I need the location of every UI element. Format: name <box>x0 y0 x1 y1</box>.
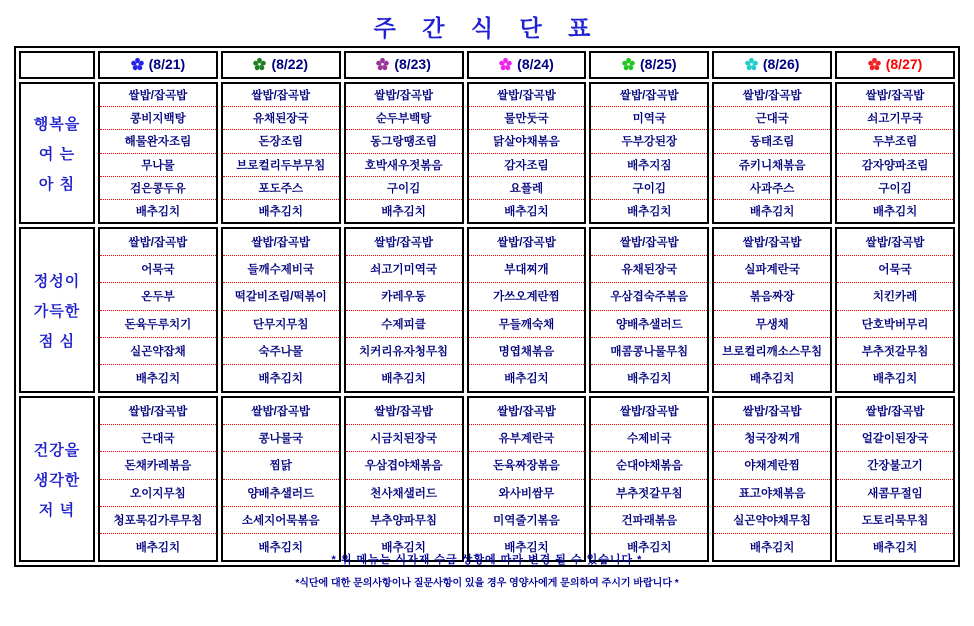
menu-item: 쌀밥/잡곡밥 <box>128 237 188 250</box>
menu-item: 쌀밥/잡곡밥 <box>497 237 556 250</box>
menu-item: 부추젓갈무침 <box>837 337 953 364</box>
menu-item: 배추지짐 <box>591 153 707 176</box>
menu-item: 간장불고기 <box>837 451 953 478</box>
menu-cell <box>835 82 955 224</box>
menu-item: 배추김치 <box>223 364 339 391</box>
day-header <box>344 51 464 79</box>
menu-item: 카레우동 <box>346 282 462 309</box>
menu-item: 사과주스 <box>714 176 830 199</box>
menu-item: 치커리유자청무침 <box>346 337 462 364</box>
section-label-line: 생각한 <box>33 471 81 489</box>
menu-item: 배추김치 <box>837 199 953 222</box>
menu-item: 숙주나물 <box>223 337 339 364</box>
menu-item: 두부조림 <box>837 129 953 152</box>
menu-item: 브로컬리깨소스무침 <box>714 337 830 364</box>
menu-item: 야채계란찜 <box>714 451 830 478</box>
day-header <box>712 51 832 79</box>
menu-item: 새콤무절임 <box>837 479 953 506</box>
menu-item: 배추김치 <box>837 533 953 560</box>
section-label-line: 건강을 <box>33 441 81 459</box>
menu-cell <box>98 396 218 562</box>
section-label-line: 가득한 <box>33 302 81 320</box>
menu-item: 배추김치 <box>100 533 216 560</box>
menu-item: 들깨수제비국 <box>223 255 339 282</box>
section-label-line: 점 심 <box>38 332 76 350</box>
menu-item: 천사채샐러드 <box>346 479 462 506</box>
menu-item: 쌀밥/잡곡밥 <box>742 237 802 250</box>
menu-item: 온두부 <box>100 282 216 309</box>
menu-item: 시금치된장국 <box>346 424 462 451</box>
menu-item: 배추김치 <box>837 364 953 391</box>
menu-item: 동태조림 <box>714 129 830 152</box>
menu-item: 부대찌개 <box>469 255 585 282</box>
day-flower-icon <box>131 58 144 74</box>
menu-cell <box>712 396 832 562</box>
menu-item: 와사비쌈무 <box>469 479 585 506</box>
menu-cell <box>98 82 218 224</box>
menu-item: 포도주스 <box>223 176 339 199</box>
menu-item: 쌀밥/잡곡밥 <box>251 237 311 250</box>
day-date-label: (8/26) <box>762 56 800 72</box>
menu-item: 쌀밥/잡곡밥 <box>742 406 802 419</box>
menu-item: 표고야채볶음 <box>714 479 830 506</box>
menu-item: 돈장조림 <box>223 129 339 152</box>
menu-item: 명엽채볶음 <box>469 337 585 364</box>
menu-item: 양배추샐러드 <box>223 479 339 506</box>
menu-item: 돈육두루치기 <box>100 310 216 337</box>
menu-item: 근대국 <box>100 424 216 451</box>
menu-item: 감자양파조림 <box>837 153 953 176</box>
menu-item: 쌀밥/잡곡밥 <box>619 237 679 250</box>
menu-item: 배추김치 <box>591 364 707 391</box>
menu-item: 쌀밥/잡곡밥 <box>374 90 433 103</box>
menu-item: 청포묵김가루무침 <box>100 506 216 533</box>
menu-item: 쌀밥/잡곡밥 <box>251 406 311 419</box>
menu-item: 건파래볶음 <box>591 506 707 533</box>
menu-item: 쌀밥/잡곡밥 <box>742 90 802 103</box>
section-label-line: 아 침 <box>38 175 76 193</box>
menu-item: 순대야채볶음 <box>591 451 707 478</box>
menu-cell <box>467 227 587 393</box>
menu-item: 배추김치 <box>591 199 707 222</box>
menu-item: 미역줄기볶음 <box>469 506 585 533</box>
section-label-line: 저 녁 <box>38 501 76 519</box>
day-header <box>221 51 341 79</box>
menu-item: 쌀밥/잡곡밥 <box>374 237 433 250</box>
menu-item: 두부강된장 <box>591 129 707 152</box>
menu-item: 구이김 <box>591 176 707 199</box>
menu-item: 실곤약잡채 <box>100 337 216 364</box>
menu-table-body <box>19 51 955 562</box>
menu-item: 순두부백탕 <box>346 106 462 129</box>
menu-item: 청국장찌개 <box>714 424 830 451</box>
menu-item: 검은콩두유 <box>100 176 216 199</box>
menu-item: 배추김치 <box>346 199 462 222</box>
menu-item: 배추김치 <box>469 364 585 391</box>
menu-item: 단호박버무리 <box>837 310 953 337</box>
day-flower-icon <box>868 58 881 74</box>
menu-item: 닭살야채볶음 <box>469 129 585 152</box>
menu-item: 물만둣국 <box>469 106 585 129</box>
menu-table <box>14 46 960 567</box>
menu-item: 요플레 <box>469 176 585 199</box>
menu-item: 배추김치 <box>100 364 216 391</box>
menu-cell <box>589 82 709 224</box>
menu-item: 매콤콩나물무침 <box>591 337 707 364</box>
menu-item: 볶음짜장 <box>714 282 830 309</box>
menu-item: 콩비지백탕 <box>100 106 216 129</box>
menu-item: 배추김치 <box>714 533 830 560</box>
menu-item: 쌀밥/잡곡밥 <box>865 90 925 103</box>
menu-item: 실곤약야채무침 <box>714 506 830 533</box>
day-date-label: (8/22) <box>271 56 309 72</box>
menu-cell <box>344 82 464 224</box>
day-date-label: (8/27) <box>885 56 923 72</box>
day-header <box>835 51 955 79</box>
footer-notice-1: * 위 메뉴는 식자재 수급 상황에 따라 변경 될 수 있습니다 * <box>331 554 643 566</box>
menu-item: 동그랑땡조림 <box>346 129 462 152</box>
section-label-line: 정성이 <box>33 272 81 290</box>
menu-item: 단무지무침 <box>223 310 339 337</box>
menu-cell <box>221 82 341 224</box>
menu-item: 구이김 <box>346 176 462 199</box>
menu-item: 어묵국 <box>100 255 216 282</box>
menu-item: 유부계란국 <box>469 424 585 451</box>
menu-item: 미역국 <box>591 106 707 129</box>
menu-item: 수제피클 <box>346 310 462 337</box>
menu-item: 쌀밥/잡곡밥 <box>251 90 311 103</box>
menu-item: 쌀밥/잡곡밥 <box>865 406 925 419</box>
menu-cell <box>835 227 955 393</box>
day-header <box>589 51 709 79</box>
section-label <box>19 82 95 224</box>
menu-cell <box>467 396 587 562</box>
day-header <box>98 51 218 79</box>
menu-item: 쌀밥/잡곡밥 <box>497 406 556 419</box>
menu-item: 쥬키니채볶음 <box>714 153 830 176</box>
day-flower-icon <box>622 58 635 74</box>
menu-item: 배추김치 <box>469 199 585 222</box>
menu-item: 배추김치 <box>591 533 707 560</box>
menu-item: 배추김치 <box>469 533 585 560</box>
menu-item: 감자조림 <box>469 153 585 176</box>
menu-item: 브로컬리두부무침 <box>223 153 339 176</box>
menu-item: 배추김치 <box>223 199 339 222</box>
menu-item: 양배추샐러드 <box>591 310 707 337</box>
day-date-label: (8/24) <box>517 56 554 72</box>
menu-cell <box>835 396 955 562</box>
menu-item: 해물완자조림 <box>100 129 216 152</box>
menu-item: 실파계란국 <box>714 255 830 282</box>
day-date-label: (8/21) <box>148 56 186 72</box>
menu-cell <box>221 227 341 393</box>
menu-item: 배추김치 <box>346 533 462 560</box>
menu-cell <box>589 227 709 393</box>
day-flower-icon <box>253 58 266 74</box>
menu-item: 얼갈이된장국 <box>837 424 953 451</box>
menu-cell <box>712 227 832 393</box>
menu-item: 배추김치 <box>714 199 830 222</box>
menu-item: 쌀밥/잡곡밥 <box>619 90 679 103</box>
menu-item: 쇠고기무국 <box>837 106 953 129</box>
menu-item: 배추김치 <box>100 199 216 222</box>
menu-item: 우삼겹야채볶음 <box>346 451 462 478</box>
day-header <box>467 51 587 79</box>
menu-item: 유채된장국 <box>591 255 707 282</box>
page-title: 주 간 식 단 표 <box>373 15 601 41</box>
section-label <box>19 396 95 562</box>
menu-item: 쌀밥/잡곡밥 <box>865 237 925 250</box>
menu-item: 쌀밥/잡곡밥 <box>128 406 188 419</box>
menu-item: 구이김 <box>837 176 953 199</box>
menu-item: 소세지어묵볶음 <box>223 506 339 533</box>
menu-item: 쌀밥/잡곡밥 <box>374 406 433 419</box>
menu-item: 쌀밥/잡곡밥 <box>128 90 188 103</box>
menu-item: 호박새우젓볶음 <box>346 153 462 176</box>
menu-item: 찜닭 <box>223 451 339 478</box>
menu-cell <box>221 396 341 562</box>
menu-cell <box>344 227 464 393</box>
section-label-line: 여 는 <box>38 145 76 163</box>
menu-cell <box>589 396 709 562</box>
menu-item: 치킨카레 <box>837 282 953 309</box>
menu-cell <box>467 82 587 224</box>
menu-cell <box>344 396 464 562</box>
menu-item: 쇠고기미역국 <box>346 255 462 282</box>
menu-item: 돈육짜장볶음 <box>469 451 585 478</box>
day-date-label: (8/25) <box>640 56 677 72</box>
menu-item: 무들깨숙채 <box>469 310 585 337</box>
menu-cell <box>712 82 832 224</box>
corner-cell <box>19 51 95 79</box>
menu-item: 근대국 <box>714 106 830 129</box>
section-label-line: 행복을 <box>33 115 81 133</box>
menu-item: 도토리묵무침 <box>837 506 953 533</box>
menu-item: 떡갈비조림/떡볶이 <box>223 282 339 309</box>
footer-notice-2: *식단에 대한 문의사항이나 질문사항이 있을 경우 영양사에게 문의하여 주시기 바랍니다 * <box>295 578 679 589</box>
menu-item: 돈채카레볶음 <box>100 451 216 478</box>
menu-item: 부추양파무침 <box>346 506 462 533</box>
menu-cell <box>98 227 218 393</box>
menu-item: 유채된장국 <box>223 106 339 129</box>
menu-item: 무나물 <box>100 153 216 176</box>
menu-item: 배추김치 <box>714 364 830 391</box>
menu-item: 무생채 <box>714 310 830 337</box>
day-date-label: (8/23) <box>394 56 431 72</box>
menu-item: 우삼겹숙주볶음 <box>591 282 707 309</box>
menu-item: 수제비국 <box>591 424 707 451</box>
menu-item: 콩나물국 <box>223 424 339 451</box>
menu-item: 배추김치 <box>346 364 462 391</box>
menu-item: 쌀밥/잡곡밥 <box>497 90 556 103</box>
menu-item: 어묵국 <box>837 255 953 282</box>
menu-item: 오이지무침 <box>100 479 216 506</box>
menu-item: 부추젓갈무침 <box>591 479 707 506</box>
menu-item: 쌀밥/잡곡밥 <box>619 406 679 419</box>
day-flower-icon <box>376 58 389 74</box>
day-flower-icon <box>499 58 512 74</box>
menu-item: 가쓰오계란찜 <box>469 282 585 309</box>
menu-item: 배추김치 <box>223 533 339 560</box>
section-label <box>19 227 95 393</box>
day-flower-icon <box>745 58 758 74</box>
